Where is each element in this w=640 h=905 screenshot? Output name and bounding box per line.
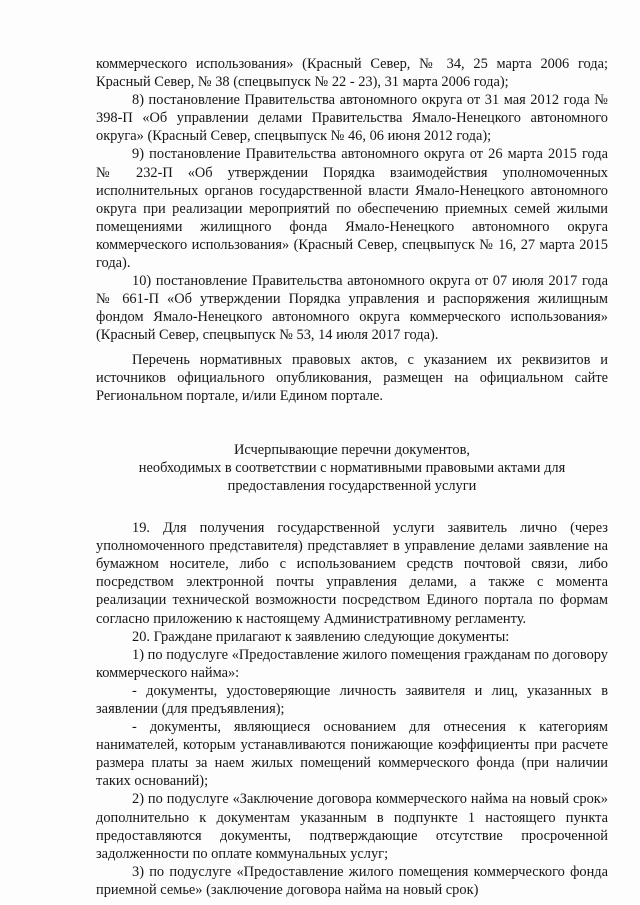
heading-line-1: Исчерпывающие перечни документов,: [234, 441, 470, 458]
subitem-1-dash-a: - документы, удостоверяющие личность заявителя и лиц, указанных в заявлении (для предъявления);: [96, 682, 608, 717]
heading-line-2: необходимых в соответствии с нормативными правовыми актами для: [138, 459, 566, 476]
acts-list-note: Перечень нормативных правовых актов, с указанием их реквизитов и источников официального опубликования, размещен на официальном сайте Региональном портале, и/или Едином портале.: [96, 351, 608, 404]
paragraph-19: 19. Для получения государственной услуги заявитель лично (через уполномоченного представителя) представляет в управление делами заявление на бумажном носителе, либо с использованием средств почтовой связи, либо посредством электронной почты управления делами, а также с момента реализации технической возможности посредством Единого портала по формам согласно приложению к настоящему Административному регламенту.: [96, 520, 608, 627]
list-item-9: 9) постановление Правительства автономного округа от 26 марта 2015 года № 232-П «Об утверждении Порядка взаимодействия уполномоченных исполнительных органов государственной власти Ямало-Ненецкого автономного округа при реализации мероприятий по обеспечению приемных семей жилыми помещениями жилищного фонда Ямало-Ненецкого автономного округа коммерческого использования» (Красный Север, спецвыпуск № 16, 27 марта 2015 года).: [96, 146, 608, 272]
list-item-8: 8) постановление Правительства автономного округа от 31 мая 2012 года № 398-П «Об управлении делами Правительства Ямало-Ненецкого автономного округа» (Красный Север, спецвыпуск № 46, 06 июня 2012 года);: [96, 92, 608, 145]
heading-line-3: предоставления государственной услуги: [227, 477, 477, 494]
list-item-10: 10) постановление Правительства автономного округа от 07 июля 2017 года № 661-П «Об утверждении Порядка управления и распоряжения жилищным фондом Ямало-Ненецкого автономного округа коммерческого использования» (Красный Север, спецвыпуск № 53, 14 июля 2017 года).: [96, 273, 608, 344]
subitem-3: 3) по подуслуге «Предоставление жилого помещения коммерческого фонда приемной семье» (заключение договора найма на новый срок): [96, 863, 608, 898]
subitem-1-dash-b: - документы, являющиеся основанием для отнесения к категориям нанимателей, которым устанавливаются понижающие коэффициенты при расчете размера платы за наем жилых помещений коммерческого фонда (при наличии таких оснований);: [96, 719, 608, 790]
subitem-2: 2) по подуслуге «Заключение договора коммерческого найма на новый срок» дополнительно к документам указанным в подпункте 1 настоящего пункта предоставляются документы, подтверждающие отсутствие просроченной задолженности по оплате коммунальных услуг;: [96, 791, 608, 862]
paragraph-20: 20. Граждане прилагают к заявлению следующие документы:: [132, 628, 510, 645]
continuation-paragraph: коммерческого использования» (Красный Север, № 34, 25 марта 2006 года; Красный Север, № 38 (спецвыпуск № 22 - 23), 31 марта 2006 года);: [96, 56, 608, 91]
subitem-1: 1) по подуслуге «Предоставление жилого помещения гражданам по договору коммерческого найма»:: [96, 646, 608, 681]
section-heading: [96, 441, 608, 495]
